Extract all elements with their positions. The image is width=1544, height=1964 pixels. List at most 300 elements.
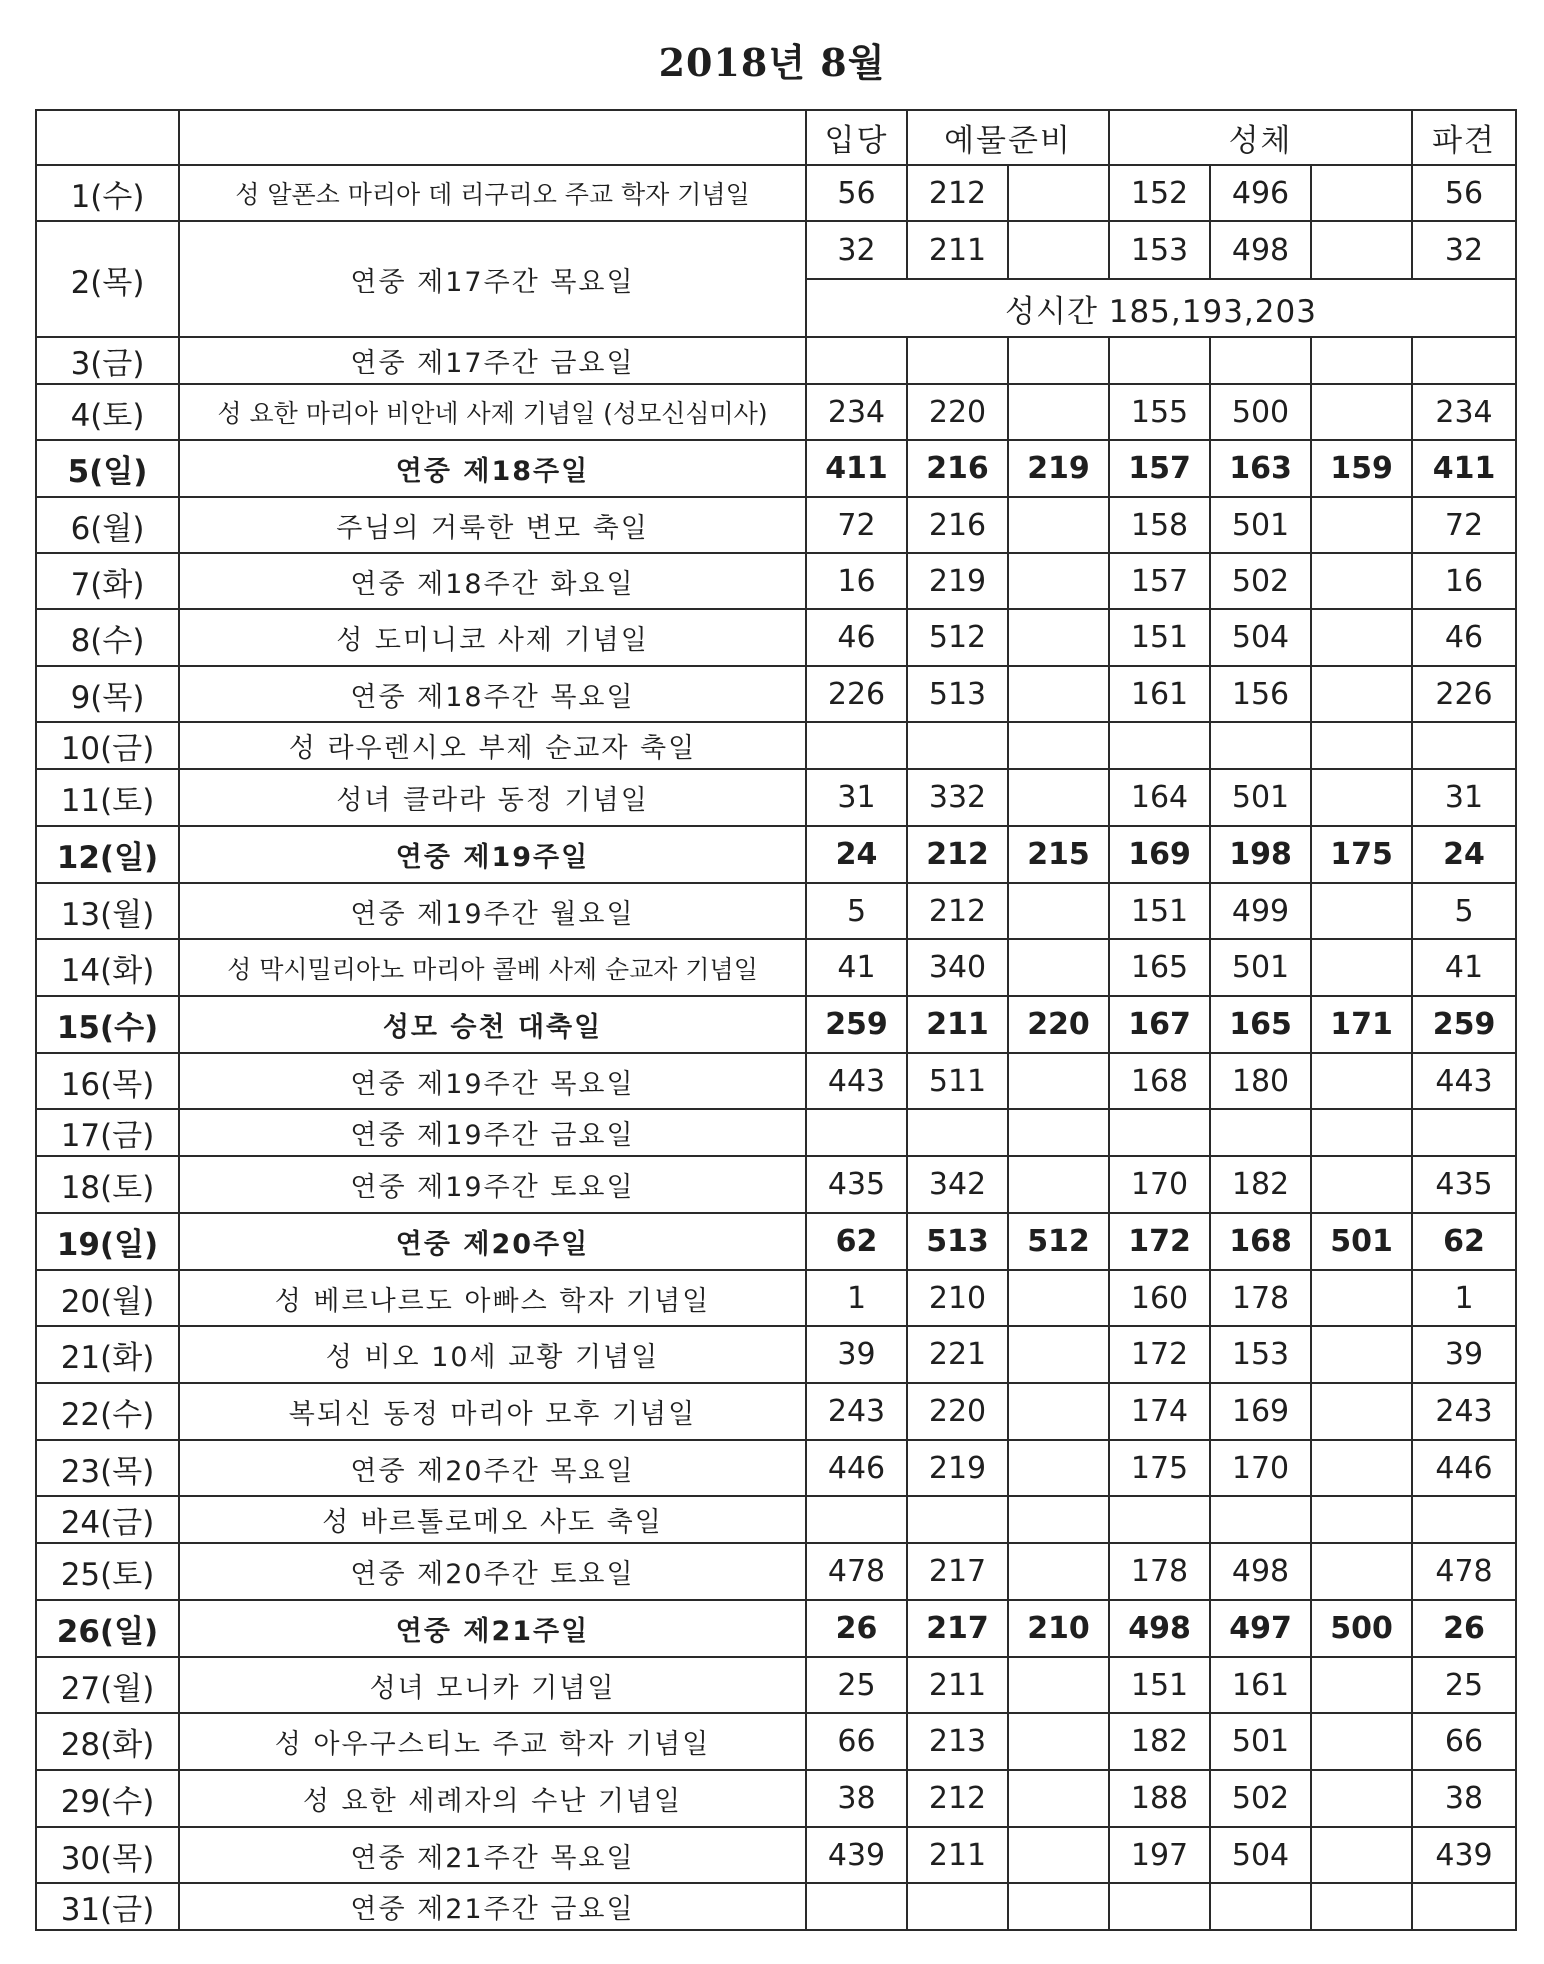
value-cell: 172 (1109, 1213, 1210, 1270)
value-cell: 501 (1311, 1213, 1412, 1270)
value-cell: 161 (1109, 666, 1210, 722)
value-cell: 178 (1210, 1270, 1311, 1326)
feast-name-cell: 연중 제17주간 목요일 (179, 221, 806, 337)
value-cell: 220 (907, 384, 1008, 440)
value-cell: 212 (907, 826, 1008, 883)
value-cell (1412, 337, 1516, 384)
value-cell: 66 (1412, 1713, 1516, 1770)
value-cell: 220 (907, 1383, 1008, 1440)
value-cell: 502 (1210, 553, 1311, 609)
value-cell: 169 (1109, 826, 1210, 883)
value-cell: 501 (1210, 497, 1311, 553)
value-cell: 16 (806, 553, 907, 609)
value-cell (1008, 1109, 1109, 1156)
value-cell (1311, 1053, 1412, 1109)
feast-name-cell: 연중 제18주일 (179, 440, 806, 497)
value-cell (1008, 1827, 1109, 1883)
date-cell: 5(일) (36, 440, 179, 497)
table-row (36, 497, 1516, 553)
feast-name-cell: 성모 승천 대축일 (179, 996, 806, 1053)
feast-name-cell: 성 요한 세례자의 수난 기념일 (179, 1770, 806, 1827)
value-cell (1311, 883, 1412, 939)
value-cell: 5 (1412, 883, 1516, 939)
value-cell: 512 (1008, 1213, 1109, 1270)
value-cell: 174 (1109, 1383, 1210, 1440)
table-row (36, 939, 1516, 996)
table-row (36, 826, 1516, 883)
value-cell: 31 (806, 769, 907, 826)
feast-name-cell: 연중 제19주간 월요일 (179, 883, 806, 939)
value-cell: 197 (1109, 1827, 1210, 1883)
date-cell: 27(월) (36, 1657, 179, 1713)
value-cell: 211 (907, 221, 1008, 279)
value-cell: 182 (1109, 1713, 1210, 1770)
value-cell (1008, 165, 1109, 221)
value-cell: 498 (1210, 1543, 1311, 1600)
date-cell: 2(목) (36, 221, 179, 337)
value-cell: 159 (1311, 440, 1412, 497)
value-cell: 175 (1109, 1440, 1210, 1496)
value-cell (1311, 939, 1412, 996)
value-cell (1008, 1883, 1109, 1930)
value-cell (806, 1883, 907, 1930)
table-row (36, 1657, 1516, 1713)
value-cell: 182 (1210, 1156, 1311, 1213)
value-cell: 446 (806, 1440, 907, 1496)
value-cell (1008, 1496, 1109, 1543)
value-cell (1008, 1383, 1109, 1440)
date-cell: 15(수) (36, 996, 179, 1053)
value-cell: 153 (1109, 221, 1210, 279)
value-cell: 38 (806, 1770, 907, 1827)
value-cell: 46 (1412, 609, 1516, 666)
feast-name-cell: 성 막시밀리아노 마리아 콜베 사제 순교자 기념일 (179, 939, 806, 996)
value-cell: 163 (1210, 440, 1311, 497)
value-cell: 26 (1412, 1600, 1516, 1657)
value-cell: 56 (806, 165, 907, 221)
table-row (36, 1053, 1516, 1109)
table-row (36, 1827, 1516, 1883)
value-cell: 161 (1210, 1657, 1311, 1713)
date-cell: 31(금) (36, 1883, 179, 1930)
value-cell: 32 (1412, 221, 1516, 279)
feast-name-cell: 연중 제17주간 금요일 (179, 337, 806, 384)
date-cell: 1(수) (36, 165, 179, 221)
header-name (179, 110, 806, 165)
value-cell: 168 (1109, 1053, 1210, 1109)
feast-name-cell: 연중 제18주간 화요일 (179, 553, 806, 609)
feast-name-cell: 연중 제20주간 토요일 (179, 1543, 806, 1600)
value-cell (1311, 1713, 1412, 1770)
value-cell (1311, 1827, 1412, 1883)
date-cell: 28(화) (36, 1713, 179, 1770)
feast-name-cell: 연중 제19주일 (179, 826, 806, 883)
header-dismissal: 파견 (1412, 110, 1516, 165)
value-cell (1311, 1543, 1412, 1600)
date-cell: 24(금) (36, 1496, 179, 1543)
value-cell: 226 (806, 666, 907, 722)
value-cell: 1 (1412, 1270, 1516, 1326)
value-cell: 216 (907, 440, 1008, 497)
date-cell: 25(토) (36, 1543, 179, 1600)
date-cell: 22(수) (36, 1383, 179, 1440)
value-cell: 501 (1210, 939, 1311, 996)
feast-name-cell: 성 비오 10세 교황 기념일 (179, 1326, 806, 1383)
value-cell (1311, 1883, 1412, 1930)
table-row (36, 440, 1516, 497)
value-cell: 215 (1008, 826, 1109, 883)
feast-name-cell: 연중 제21주간 금요일 (179, 1883, 806, 1930)
value-cell (1311, 1270, 1412, 1326)
feast-name-cell: 성 요한 마리아 비안네 사제 기념일 (성모신심미사) (179, 384, 806, 440)
value-cell: 332 (907, 769, 1008, 826)
value-cell: 496 (1210, 165, 1311, 221)
value-cell (1210, 1109, 1311, 1156)
feast-name-cell: 연중 제18주간 목요일 (179, 666, 806, 722)
date-cell: 21(화) (36, 1326, 179, 1383)
value-cell: 153 (1210, 1326, 1311, 1383)
value-cell (1311, 1770, 1412, 1827)
value-cell: 171 (1311, 996, 1412, 1053)
value-cell: 501 (1210, 1713, 1311, 1770)
value-cell: 41 (806, 939, 907, 996)
table-row (36, 666, 1516, 722)
table-row (36, 1383, 1516, 1440)
value-cell: 157 (1109, 440, 1210, 497)
value-cell: 243 (1412, 1383, 1516, 1440)
value-cell: 499 (1210, 883, 1311, 939)
value-cell: 216 (907, 497, 1008, 553)
value-cell (1412, 1109, 1516, 1156)
table-row (36, 1713, 1516, 1770)
value-cell: 212 (907, 1770, 1008, 1827)
value-cell: 219 (1008, 440, 1109, 497)
value-cell (1311, 769, 1412, 826)
value-cell: 155 (1109, 384, 1210, 440)
value-cell: 164 (1109, 769, 1210, 826)
value-cell: 25 (806, 1657, 907, 1713)
value-cell: 39 (806, 1326, 907, 1383)
value-cell (1311, 1326, 1412, 1383)
value-cell: 221 (907, 1326, 1008, 1383)
value-cell (1412, 1496, 1516, 1543)
value-cell (1311, 1440, 1412, 1496)
value-cell: 170 (1109, 1156, 1210, 1213)
table-row (36, 883, 1516, 939)
value-cell: 211 (907, 1827, 1008, 1883)
value-cell: 39 (1412, 1326, 1516, 1383)
value-cell (1008, 883, 1109, 939)
value-cell (1008, 1270, 1109, 1326)
date-cell: 4(토) (36, 384, 179, 440)
header-row (36, 110, 1516, 165)
value-cell (1311, 1657, 1412, 1713)
header-communion: 성체 (1109, 110, 1412, 165)
value-cell (806, 722, 907, 769)
date-cell: 7(화) (36, 553, 179, 609)
value-cell: 156 (1210, 666, 1311, 722)
table-row (36, 221, 1516, 279)
value-cell: 443 (806, 1053, 907, 1109)
value-cell (1311, 722, 1412, 769)
feast-name-cell: 성 도미니코 사제 기념일 (179, 609, 806, 666)
date-cell: 13(월) (36, 883, 179, 939)
value-cell: 220 (1008, 996, 1109, 1053)
value-cell (1008, 337, 1109, 384)
value-cell (1008, 939, 1109, 996)
value-cell: 32 (806, 221, 907, 279)
value-cell (1311, 1496, 1412, 1543)
table-row (36, 1270, 1516, 1326)
value-cell: 180 (1210, 1053, 1311, 1109)
table-row (36, 996, 1516, 1053)
page-title: 2018년 8월 (658, 40, 886, 85)
value-cell (1109, 337, 1210, 384)
date-cell: 29(수) (36, 1770, 179, 1827)
value-cell (1008, 553, 1109, 609)
value-cell: 435 (806, 1156, 907, 1213)
value-cell (806, 1109, 907, 1156)
value-cell: 41 (1412, 939, 1516, 996)
feast-name-cell: 연중 제20주간 목요일 (179, 1440, 806, 1496)
table-row (36, 384, 1516, 440)
value-cell: 342 (907, 1156, 1008, 1213)
value-cell: 46 (806, 609, 907, 666)
value-cell: 151 (1109, 609, 1210, 666)
value-cell: 498 (1109, 1600, 1210, 1657)
date-cell: 17(금) (36, 1109, 179, 1156)
schedule-body (36, 165, 1516, 1930)
date-cell: 8(수) (36, 609, 179, 666)
table-row (36, 1156, 1516, 1213)
value-cell (1008, 1326, 1109, 1383)
table-row (36, 722, 1516, 769)
date-cell: 19(일) (36, 1213, 179, 1270)
value-cell: 151 (1109, 1657, 1210, 1713)
value-cell: 446 (1412, 1440, 1516, 1496)
value-cell (907, 337, 1008, 384)
value-cell: 478 (806, 1543, 907, 1600)
value-cell (1109, 1109, 1210, 1156)
value-cell: 5 (806, 883, 907, 939)
value-cell: 24 (1412, 826, 1516, 883)
date-cell: 9(목) (36, 666, 179, 722)
value-cell (1210, 337, 1311, 384)
value-cell: 439 (1412, 1827, 1516, 1883)
feast-name-cell: 주님의 거룩한 변모 축일 (179, 497, 806, 553)
date-cell: 26(일) (36, 1600, 179, 1657)
value-cell (1311, 1109, 1412, 1156)
value-cell (1109, 1496, 1210, 1543)
value-cell: 212 (907, 883, 1008, 939)
value-cell: 259 (1412, 996, 1516, 1053)
date-cell: 14(화) (36, 939, 179, 996)
value-cell (1008, 666, 1109, 722)
value-cell (1210, 1883, 1311, 1930)
value-cell: 165 (1210, 996, 1311, 1053)
value-cell: 500 (1210, 384, 1311, 440)
table-row (36, 1326, 1516, 1383)
date-cell: 16(목) (36, 1053, 179, 1109)
feast-name-cell: 연중 제19주간 금요일 (179, 1109, 806, 1156)
value-cell (1008, 609, 1109, 666)
value-cell: 158 (1109, 497, 1210, 553)
value-cell: 435 (1412, 1156, 1516, 1213)
schedule-table (35, 109, 1517, 1931)
value-cell (1109, 722, 1210, 769)
table-row (36, 1440, 1516, 1496)
holy-hour-note: 성시간 185,193,203 (806, 279, 1516, 337)
value-cell: 24 (806, 826, 907, 883)
value-cell (1311, 609, 1412, 666)
value-cell (1412, 722, 1516, 769)
feast-name-cell: 성 아우구스티노 주교 학자 기념일 (179, 1713, 806, 1770)
value-cell: 411 (806, 440, 907, 497)
value-cell: 217 (907, 1600, 1008, 1657)
value-cell (1311, 1156, 1412, 1213)
table-row (36, 1883, 1516, 1930)
table-row (36, 1600, 1516, 1657)
value-cell: 226 (1412, 666, 1516, 722)
value-cell: 151 (1109, 883, 1210, 939)
feast-name-cell: 성 바르톨로메오 사도 축일 (179, 1496, 806, 1543)
value-cell: 167 (1109, 996, 1210, 1053)
feast-name-cell: 연중 제20주일 (179, 1213, 806, 1270)
date-cell: 23(목) (36, 1440, 179, 1496)
value-cell: 504 (1210, 1827, 1311, 1883)
value-cell: 513 (907, 666, 1008, 722)
feast-name-cell: 연중 제19주간 토요일 (179, 1156, 806, 1213)
value-cell (1008, 722, 1109, 769)
date-cell: 11(토) (36, 769, 179, 826)
value-cell: 62 (806, 1213, 907, 1270)
feast-name-cell: 성녀 모니카 기념일 (179, 1657, 806, 1713)
value-cell: 62 (1412, 1213, 1516, 1270)
value-cell (1210, 722, 1311, 769)
date-cell: 20(월) (36, 1270, 179, 1326)
value-cell: 38 (1412, 1770, 1516, 1827)
table-row (36, 1543, 1516, 1600)
value-cell: 439 (806, 1827, 907, 1883)
feast-name-cell: 연중 제19주간 목요일 (179, 1053, 806, 1109)
feast-name-cell: 연중 제21주간 목요일 (179, 1827, 806, 1883)
value-cell (1008, 1713, 1109, 1770)
value-cell (1008, 384, 1109, 440)
value-cell: 219 (907, 1440, 1008, 1496)
date-cell: 12(일) (36, 826, 179, 883)
value-cell (806, 1496, 907, 1543)
value-cell: 501 (1210, 769, 1311, 826)
value-cell (1008, 1657, 1109, 1713)
date-cell: 30(목) (36, 1827, 179, 1883)
table-row (36, 609, 1516, 666)
date-cell: 6(월) (36, 497, 179, 553)
value-cell (806, 337, 907, 384)
value-cell: 498 (1210, 221, 1311, 279)
feast-name-cell: 연중 제21주일 (179, 1600, 806, 1657)
value-cell: 511 (907, 1053, 1008, 1109)
value-cell: 178 (1109, 1543, 1210, 1600)
value-cell: 243 (806, 1383, 907, 1440)
value-cell: 72 (1412, 497, 1516, 553)
value-cell (907, 1496, 1008, 1543)
value-cell (1311, 337, 1412, 384)
value-cell: 211 (907, 1657, 1008, 1713)
value-cell (1311, 666, 1412, 722)
table-row (36, 337, 1516, 384)
table-row (36, 769, 1516, 826)
value-cell: 502 (1210, 1770, 1311, 1827)
value-cell: 411 (1412, 440, 1516, 497)
table-row (36, 165, 1516, 221)
value-cell: 234 (1412, 384, 1516, 440)
value-cell: 165 (1109, 939, 1210, 996)
value-cell: 478 (1412, 1543, 1516, 1600)
value-cell: 160 (1109, 1270, 1210, 1326)
date-cell: 18(토) (36, 1156, 179, 1213)
feast-name-cell: 성녀 클라라 동정 기념일 (179, 769, 806, 826)
header-date (36, 110, 179, 165)
value-cell: 1 (806, 1270, 907, 1326)
table-row (36, 1109, 1516, 1156)
value-cell (1008, 769, 1109, 826)
value-cell (907, 722, 1008, 769)
value-cell: 172 (1109, 1326, 1210, 1383)
value-cell: 210 (907, 1270, 1008, 1326)
value-cell: 211 (907, 996, 1008, 1053)
value-cell (1008, 1543, 1109, 1600)
header-offertory: 예물준비 (907, 110, 1109, 165)
value-cell (1311, 384, 1412, 440)
value-cell (1311, 1383, 1412, 1440)
table-row (36, 1770, 1516, 1827)
value-cell (1008, 497, 1109, 553)
value-cell (907, 1109, 1008, 1156)
value-cell (1210, 1496, 1311, 1543)
table-row (36, 1496, 1516, 1543)
value-cell (1008, 1770, 1109, 1827)
value-cell: 212 (907, 165, 1008, 221)
table-row (36, 553, 1516, 609)
value-cell: 512 (907, 609, 1008, 666)
value-cell: 170 (1210, 1440, 1311, 1496)
value-cell (1008, 1156, 1109, 1213)
value-cell: 175 (1311, 826, 1412, 883)
value-cell (1008, 221, 1109, 279)
value-cell: 26 (806, 1600, 907, 1657)
value-cell: 340 (907, 939, 1008, 996)
value-cell: 72 (806, 497, 907, 553)
feast-name-cell: 성 베르나르도 아빠스 학자 기념일 (179, 1270, 806, 1326)
feast-name-cell: 성 라우렌시오 부제 순교자 축일 (179, 722, 806, 769)
value-cell: 169 (1210, 1383, 1311, 1440)
value-cell: 504 (1210, 609, 1311, 666)
value-cell (1008, 1440, 1109, 1496)
date-cell: 10(금) (36, 722, 179, 769)
value-cell (1412, 1883, 1516, 1930)
table-row (36, 1213, 1516, 1270)
value-cell: 234 (806, 384, 907, 440)
value-cell (1109, 1883, 1210, 1930)
value-cell: 259 (806, 996, 907, 1053)
value-cell: 25 (1412, 1657, 1516, 1713)
value-cell: 497 (1210, 1600, 1311, 1657)
value-cell (1311, 553, 1412, 609)
date-cell: 3(금) (36, 337, 179, 384)
value-cell: 219 (907, 553, 1008, 609)
value-cell: 168 (1210, 1213, 1311, 1270)
value-cell: 210 (1008, 1600, 1109, 1657)
